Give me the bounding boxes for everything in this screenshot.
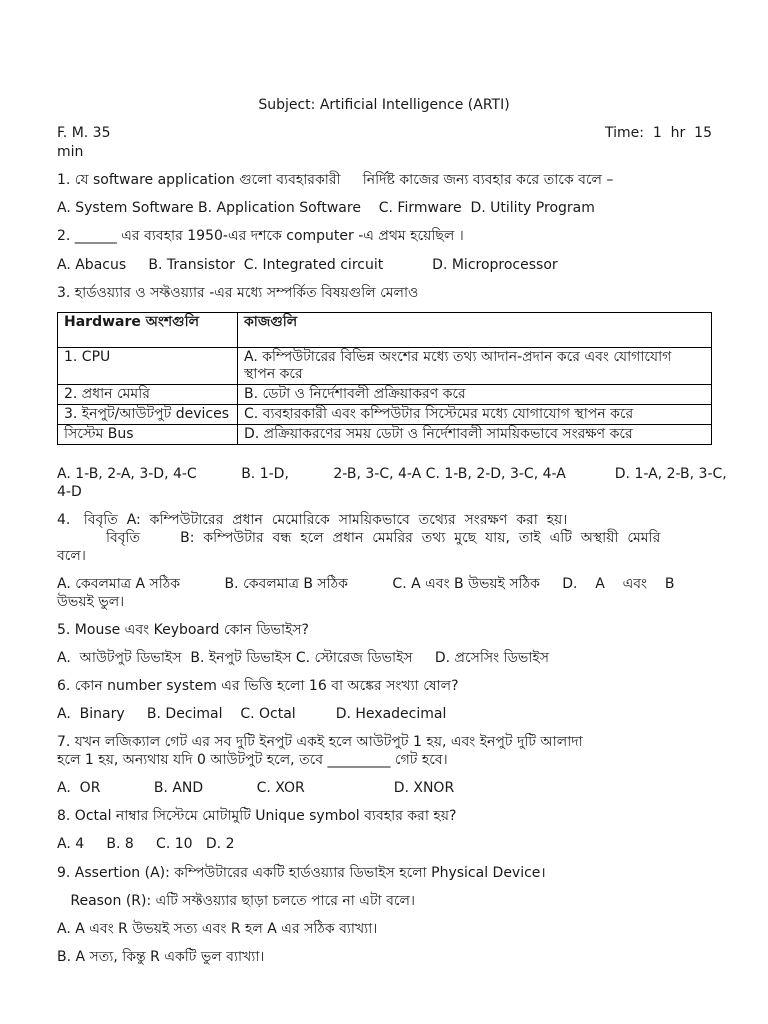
question-9-assertion: 9. Assertion (A): কম্পিউটারের একটি হার্ডওয়্যার ডিভাইস হলো Physical Device। <box>57 865 546 881</box>
question-8: 8. Octal নাম্বার সিস্টেমে মোটামুটি Unique symbol ব্যবহার করা হয়? <box>57 808 457 824</box>
question-1-options: A. System Software B. Application Software C. Firmware D. Utility Program <box>57 200 595 216</box>
question-7: 7. যখন লজিক্যাল গেট এর সব দুটি ইনপুট একই হলে আউটপুট 1 হয়, এবং ইনপুট দুটি আলাদা <box>57 734 583 750</box>
subject-title: Subject: Artificial Intelligence (ARTI) <box>258 97 510 113</box>
table-header-cell: কাজগুলি <box>238 313 712 348</box>
table-cell: A. কম্পিউটারের বিভিন্ন অংশের মধ্যে তথ্য আদান-প্রদান করে এবং যোগাযোগ স্থাপন করে <box>238 348 712 385</box>
question-4-statement-b: বিবৃতি B: কম্পিউটার বন্ধ হলে প্রধান মেমরির তথ্য মুছে যায়, তাই এটি অস্থায়ী মেমরি <box>57 530 661 546</box>
table-cell: 3. ইনপুট/আউটপুট devices <box>58 405 238 425</box>
question-9-option-b: B. A সত্য, কিন্তু R একটি ভুল ব্যাখ্যা। <box>57 949 265 965</box>
question-2-options: A. Abacus B. Transistor C. Integrated circuit D. Microprocessor <box>57 257 558 273</box>
table-cell: D. প্রক্রিয়াকরণের সময় ডেটা ও নির্দেশাবলী সাময়িকভাবে সংরক্ষণ করে <box>238 425 712 445</box>
exam-time-continued: min <box>57 144 84 160</box>
question-1: 1. যে software application গুলো ব্যবহারকারী নির্দিষ্ট কাজের জন্য ব্যবহার করে তাকে বলে – <box>57 172 614 188</box>
question-2: 2. ______ এর ব্যবহার 1950-এর দশকে computer -এ প্রথম হয়েছিল । <box>57 228 464 244</box>
question-3: 3. হার্ডওয়্যার ও সফ্টওয়্যার -এর মধ্যে সম্পর্কিত বিষয়গুলি মেলাও <box>57 285 419 301</box>
question-5-options: A. আউটপুট ডিভাইস B. ইনপুট ডিভাইস C. স্টোরেজ ডিভাইস D. প্রসেসিং ডিভাইস <box>57 650 549 666</box>
question-7-options: A. OR B. AND C. XOR D. XNOR <box>57 780 455 796</box>
question-5: 5. Mouse এবং Keyboard কোন ডিভাইস? <box>57 622 309 638</box>
exam-time: Time: 1 hr 15 <box>604 125 712 141</box>
question-6: 6. কোন number system এর ভিত্তি হলো 16 বা অঙ্কের সংখ্যা ষোল? <box>57 678 459 694</box>
question-4-statement-a: 4. বিবৃতি A: কম্পিউটারের প্রধান মেমোরিকে সাময়িকভাবে তথ্যের সংরক্ষণ করা হয়। <box>57 512 568 528</box>
question-6-options: A. Binary B. Decimal C. Octal D. Hexadecimal <box>57 706 447 722</box>
table-row <box>58 405 712 425</box>
full-marks: F. M. 35 <box>57 125 111 141</box>
question-3-options: A. 1-B, 2-A, 3-D, 4-C B. 1-D, 2-B, 3-C, 4-A C. 1-B, 2-D, 3-C, 4-A D. 1-A, 2-B, 3-C, <box>57 466 727 482</box>
question-8-options: A. 4 B. 8 C. 10 D. 2 <box>57 836 235 852</box>
table-cell: 1. CPU <box>58 348 238 385</box>
table-cell: B. ডেটা ও নির্দেশাবলী প্রক্রিয়াকরণ করে <box>238 385 712 405</box>
table-header-row <box>58 313 712 348</box>
question-9-reason: Reason (R): এটি সফ্টওয়্যার ছাড়া চলতে পারে না এটা বলে। <box>57 893 415 909</box>
table-cell: C. ব্যবহারকারী এবং কম্পিউটার সিস্টেমের মধ্যে যোগাযোগ স্থাপন করে <box>238 405 712 425</box>
question-9-option-a: A. A এবং R উভয়ই সত্য এবং R হল A এর সঠিক ব্যাখ্যা। <box>57 921 378 937</box>
question-4-options: A. কেবলমাত্র A সঠিক B. কেবলমাত্র B সঠিক C. A এবং B উভয়ই সঠিক D. A এবং B <box>57 576 675 592</box>
table-row <box>58 425 712 445</box>
table-header-cell: Hardware অংশগুলি <box>58 313 238 348</box>
table-cell: সিস্টেম Bus <box>58 425 238 445</box>
table-row <box>58 385 712 405</box>
table-cell: 2. প্রধান মেমরি <box>58 385 238 405</box>
question-3-options-continued: 4-D <box>57 484 82 500</box>
question-4-statement-b-continued: বলে। <box>57 548 86 564</box>
question-7-continued: হলে 1 হয়, অন্যথায় যদি 0 আউটপুট হলে, তবে _________ গেট হবে। <box>57 752 448 768</box>
table-row <box>58 348 712 385</box>
question-4-options-continued: উভয়ই ভুল। <box>57 594 125 610</box>
matching-table <box>57 312 712 445</box>
